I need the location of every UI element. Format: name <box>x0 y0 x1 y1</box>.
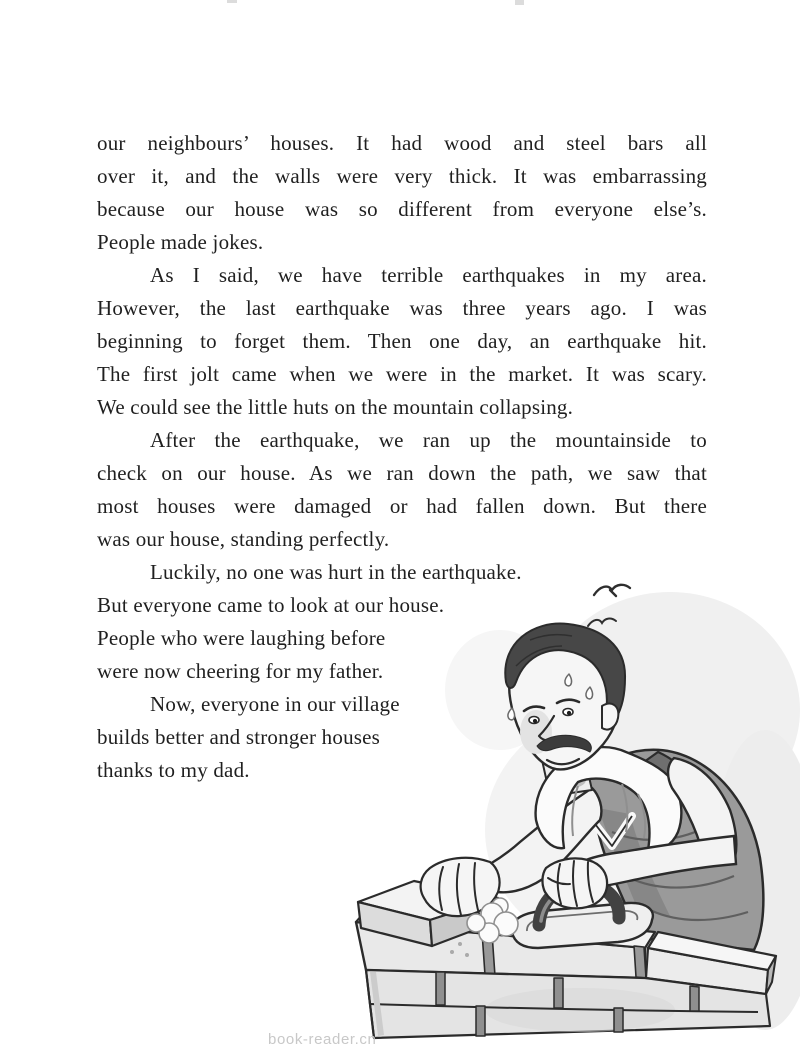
story-line: The first jolt came when we were in the market. It was scary. <box>97 362 707 386</box>
story-line: Now, everyone in our village <box>150 692 400 716</box>
story-line: People who were laughing before <box>97 626 386 650</box>
story-line: However, the last earthquake was three years ago. I was <box>97 296 707 320</box>
story-line: were now cheering for my father. <box>97 659 384 683</box>
story-line: our neighbours’ houses. It had wood and steel bars all <box>97 131 707 155</box>
bird-icon <box>594 585 630 596</box>
story-line: because our house was so different from everyone else’s. <box>97 197 707 221</box>
illustration-man-smoothing-brick-wall <box>340 580 800 1060</box>
story-line: Luckily, no one was hurt in the earthquake. <box>150 560 522 584</box>
scan-artifact <box>515 0 524 5</box>
story-line: was our house, standing perfectly. <box>97 527 390 551</box>
story-line: As I said, we have terrible earthquakes in my area. <box>150 263 707 287</box>
story-line: But everyone came to look at our house. <box>97 593 445 617</box>
watermark-label: book-reader.cn <box>268 1031 377 1048</box>
story-line: over it, and the walls were very thick. It was embarrassing <box>97 164 707 188</box>
scan-artifact <box>227 0 237 3</box>
story-line: After the earthquake, we ran up the mountainside to <box>150 428 707 452</box>
story-line: most houses were damaged or had fallen down. But there <box>97 494 707 518</box>
story-line: check on our house. As we ran down the path, we saw that <box>97 461 707 485</box>
ear <box>602 704 618 730</box>
story-line: builds better and stronger houses <box>97 725 381 749</box>
story-line: thanks to my dad. <box>97 758 250 782</box>
right-hand <box>542 858 607 908</box>
story-line: beginning to forget them. Then one day, an earthquake hit. <box>97 329 707 353</box>
story-line: People made jokes. <box>97 230 264 254</box>
story-line: We could see the little huts on the mountain collapsing. <box>97 395 574 419</box>
